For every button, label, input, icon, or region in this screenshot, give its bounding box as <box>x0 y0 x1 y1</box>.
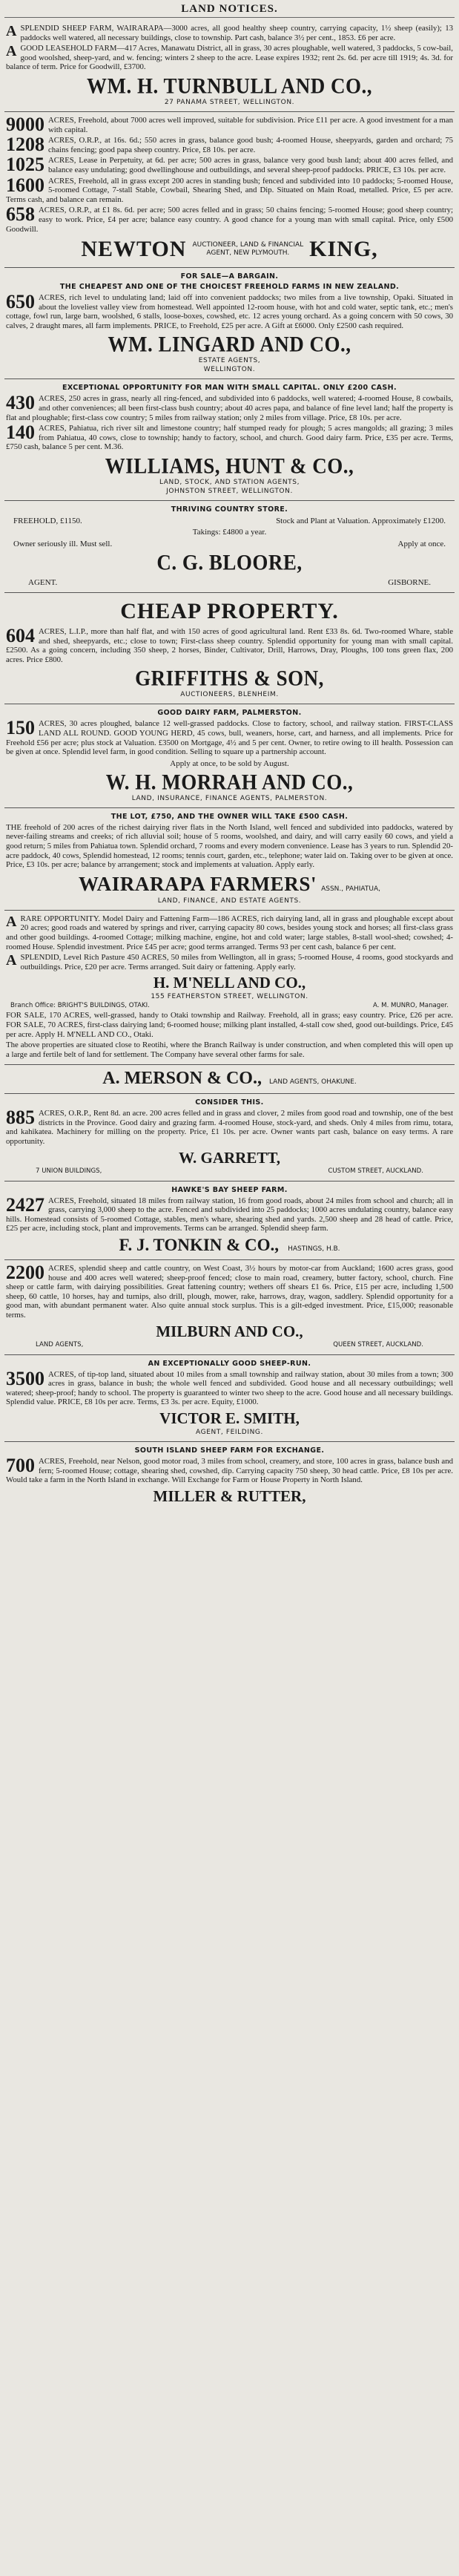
agent-sub: LAND AGENTS, OHAKUNE. <box>268 1078 357 1087</box>
paragraph-lead: 2427 <box>6 1193 44 1216</box>
paragraph-lead: A <box>6 913 17 930</box>
paragraph-lead: 2200 <box>6 1262 44 1284</box>
paragraph-text: ACRES, Pahiatua, rich river silt and limestone country; half stumped ready for plough; 5 acres mangolds; all grazing; 3 miles from Pahiatua, 40 cows, close to township; handy to factory, school, and church. Good dairy farm. Price, £35 per acre. Terms, £750 cash, balance 5 per cent. M.36. <box>6 424 453 452</box>
ad-turnbull <box>4 20 455 112</box>
paragraph-lead: 3500 <box>6 1367 44 1389</box>
agent-sub: AGENT, FEILDING. <box>196 1428 263 1436</box>
agent-name-suffix: ASSN., PAHIATUA, <box>321 885 380 893</box>
agent-address: WELLINGTON. <box>203 366 256 374</box>
ad-heading: THE LOT, £750, AND THE OWNER WILL TAKE £500 CASH. <box>110 812 349 821</box>
ad-paragraph <box>6 953 453 971</box>
ad-mcnell <box>4 911 455 1066</box>
seller-note: Owner seriously ill. Must sell. <box>13 540 113 549</box>
paragraph-text: ACRES, Freehold, all in grass except 200 acres in standing bush; fenced and subdivided into 10 paddocks; 5-roomed House, 5-roomed Cottage, 7-stall Stable, Cowbail, Shearing Shed, and Dip. Situated on Main Road, metalled. Price, £5 per acre. Terms cash, and balance can remain. <box>6 176 453 204</box>
agent-name-row <box>6 873 453 896</box>
agent-name: VICTOR E. SMITH, <box>159 1409 300 1427</box>
ad-heading: GOOD DAIRY FARM, PALMERSTON. <box>157 709 302 718</box>
agent-name-row <box>6 1236 453 1255</box>
ad-paragraph <box>6 44 453 72</box>
paragraph-lead: 604 <box>6 625 35 647</box>
agent-name: H. M'NELL AND CO., <box>153 974 306 992</box>
agent-sub: LAND, STOCK, AND STATION AGENTS, <box>159 479 300 487</box>
ad-paragraph <box>6 914 453 951</box>
ad-paragraph <box>6 719 453 756</box>
agent-name: W. H. MORRAH AND CO., <box>105 770 354 794</box>
agent-address: 27 PANAMA STREET, WELLINGTON. <box>164 98 295 106</box>
ad-paragraph <box>6 293 453 330</box>
ad-morrah <box>4 704 455 807</box>
paragraph-text: ACRES, 250 acres in grass, nearly all ring-fenced, and subdivided into 6 paddocks, well watered; 4-roomed House, 8 cowbails, and other conveniences; all been first-class bush country; about 40 acres papa, and balance of fine level land; half the property is flat and ploughable; first-class cow country; 5 miles from railway station; only 2 miles from village. Price, £8 10s. per acre. <box>6 394 453 422</box>
ad-garrett <box>4 1094 455 1181</box>
ad-wairarapa-farmers <box>4 808 455 911</box>
ad-paragraph <box>6 627 453 664</box>
paragraph-lead: 140 <box>6 422 35 444</box>
ad-paragraph <box>6 1454 453 1485</box>
agent-name: MILLER & RUTTER, <box>153 1487 306 1505</box>
ad-williams-hunt <box>4 379 455 501</box>
paragraph-text: RARE OPPORTUNITY. Model Dairy and Fattening Farm—186 ACRES, rich dairying land, all in grass and ploughable except about 20 acres; good roads and watered by springs and river, carrying capacity 80 cows, besides young stock and horses; all first-class grass and other good buildings. 4-roomed Cottage; milking machine, engine, hot and cold water; large stables, 8-stall wool-shed; cowshed; 4-roomed House. Splendid investment. Price £45 per acre; good terms arranged. Terms 93 per cent cash, balance 6 per cent. <box>6 914 453 951</box>
ad-heading: SOUTH ISLAND SHEEP FARM FOR EXCHANGE. <box>134 1446 325 1455</box>
paragraph-text: THE freehold of 200 acres of the richest dairying river flats in the North Island, well fenced and subdivided into paddocks, watered by never-failing streams and creeks; of rich alluvial soil; house of 5 rooms, woolshed, and dairy, and will carry easily 60 cows, and yield a good return; 5 miles from Pahiatua town. Splendid orchard, 7 rooms and every modern convenience. Lease has 3 years to run. Splendid 20-acre paddock, 40 cows, Splendid homestead, 12 rooms; tennis court, garden, etc., telephone; water laid on. Taking over to be given at once. Price, £3 10s. per acre; balance by arrangement; stock and implements at valuation. Apply early. <box>6 822 453 870</box>
agent-description-line: AUCTIONEER, LAND & FINANCIAL <box>192 241 304 249</box>
agent-sub: LAND, INSURANCE, FINANCE AGENTS, PALMERSTON. <box>131 794 328 802</box>
agent-description <box>192 241 303 258</box>
seller-row <box>13 540 446 548</box>
seller-apply: Apply at once. <box>397 540 446 549</box>
agent-name: W. GARRETT, <box>178 1148 281 1167</box>
agent-address-left: LAND AGENTS, <box>36 1340 84 1348</box>
agent-place-row <box>28 578 431 587</box>
agent-address-right: QUEEN STREET, AUCKLAND. <box>333 1340 423 1348</box>
paragraph-text: ACRES, O.R.P., at £1 8s. 6d. per acre; 500 acres felled and in grass; 50 chains fencing; 5-roomed House; good sheep country; easy to work. Price, £4 per acre; balance easy country. A good chance for a young man with small capital. Price, only £500 Goodwill. <box>6 206 453 234</box>
paragraph-text: SPLENDID SHEEP FARM, WAIRARAPA—3000 acres, all good healthy sheep country, carrying capacity, 1½ sheep (easily); 13 paddocks well watered, all necessary buildings, close to township. Part cash, balance 3½ per cent., 1853. £6 per acre. <box>20 24 453 42</box>
ad-title: CHEAP PROPERTY. <box>120 599 339 624</box>
ad-paragraph <box>6 1011 453 1039</box>
ad-paragraph <box>6 113 453 135</box>
ad-tonkin <box>4 1182 455 1260</box>
paragraph-text: ACRES, 30 acres ploughed, balance 12 well-grassed paddocks. Close to factory, school, and railway station. FIRST-CLASS LAND ALL ROUND. GOOD YOUNG HERD, 45 cows, bull, weaners, horse, cart, and harness, and all implements. Price for Freehold £56 per acre; plus stock at Valuation. £3500 on Mortgage, 4½ and 5 per cent. Owner, to retire owing to ill health. Possession can be given at once. Splendid level farm, in good condition. Selling to square up a partnership account. <box>6 719 453 757</box>
agent-name: WM. LINGARD AND CO., <box>108 332 351 357</box>
paragraph-text: ACRES, of tip-top land, situated about 10 miles from a small township and railway station, about 30 miles from a town; 300 acres in grass, balance in bush; the whole well fenced and subdivided. Good house and all necessary outbuildings; well watered; sheep-proof; handy to school. The property is guaranteed to winter two sheep to the acre. Good house and all necessary buildings. Splendid value. PRICE, £8 10s per acre. Terms, £3 3s. per acre. Equity, £1000. <box>6 1369 453 1407</box>
ad-heading: CONSIDER THIS. <box>195 1098 264 1107</box>
ad-heading: THRIVING COUNTRY STORE. <box>171 505 288 514</box>
agent-name: F. J. TONKIN & CO., <box>119 1236 280 1255</box>
paragraph-text: SPLENDID, Level Rich Pasture 450 ACRES, 50 miles from Wellington, all in grass; 5-roomed House, 4 rooms, good stockyards and outbuildings. Price, £20 per acre. Terms arranged. Suit dairy or fattening. Apply early. <box>20 953 453 971</box>
agent-address-left: 7 UNION BUILDINGS, <box>36 1167 102 1175</box>
paragraph-lead: 1208 <box>6 134 44 156</box>
paragraph-lead: 885 <box>6 1107 35 1129</box>
ad-bloore <box>4 501 455 593</box>
branch-office: Branch Office: BRIGHT'S BUILDINGS, OTAKI. <box>10 1002 150 1010</box>
ad-paragraph <box>6 394 453 422</box>
agent-name: A. MERSON & CO., <box>102 1069 262 1089</box>
agent-name: WAIRARAPA FARMERS' <box>79 872 317 895</box>
paragraph-text: ACRES, L.I.P., more than half flat, and with 150 acres of good agricultural land. Rent £33 8s. 6d. Two-roomed Whare, stable and shed, sheepyards, etc.; close to town; First-class sheep country. Splendid opportunity for young man with small capital. £2500. As a going concern, including 350 sheep, 2 horses, Binder, Cultivator, Drill, Harrows, Dray, Ploughs, 100 tons green flax, 200 acres. Price £800. <box>6 627 453 664</box>
paragraph-lead: A <box>6 43 17 60</box>
paragraph-text: The above properties are situated close to Reotihi, where the Branch Railway is under construction, and when completed this will open up a large and fertile belt of land for settlement. The Company have several other farms for sale. <box>6 1040 453 1059</box>
ad-heading: HAWKE'S BAY SHEEP FARM. <box>171 1185 288 1194</box>
ad-smith <box>4 1355 455 1442</box>
paragraph-text: ACRES, rich level to undulating land; laid off into convenient paddocks; two miles from a live township, Opaki. Situated in about the loveliest valley view from homestead. Well appointed 12-room house, with hot and cold water, septic tank, etc.; men's cottage, fowl run, large barn, woolshed, 6 stalls, loose-boxes, cowshed, etc. 12 acres young orchard. As a going concern with 50 cows, 30 calves, 2 draught mares, all farm implements. PRICE, to Freehold, £25 per acre. A Gift at £6000. Only £2500 cash required. <box>6 293 453 330</box>
freehold-text: Stock and Plant at Valuation. Approximately £1200. <box>276 517 446 526</box>
agent-sub: LAND, FINANCE, AND ESTATE AGENTS. <box>157 897 302 905</box>
paragraph-lead: 650 <box>6 291 35 313</box>
ad-paragraph <box>6 823 453 870</box>
ad-rutter <box>4 1442 455 1509</box>
ad-paragraph <box>6 203 453 234</box>
ad-paragraph <box>6 136 453 154</box>
agent-role: AGENT. <box>28 578 58 588</box>
paragraph-lead: 658 <box>6 203 35 226</box>
ad-paragraph <box>6 156 453 174</box>
freehold-row <box>13 517 446 525</box>
paragraph-lead: 430 <box>6 392 35 414</box>
agent-address-right: CUSTOM STREET, AUCKLAND. <box>328 1167 423 1175</box>
agent-name-row <box>6 237 453 262</box>
paragraph-text: ACRES, Freehold, situated 18 miles from railway station, 16 from good roads, about 24 miles from school and church; all in grass, carrying 3,000 sheep to the acre. Fenced and subdivided into 25 paddocks; 1000 acres undulating country, balance easy hills. Homestead consists of 5-roomed Cottage, stables, men's whare, shearing shed and yards. 2,500 sheep and 28 head of cattle. Price, £25 per acre, including stock, plant and improvements. Terms can be arranged. Splendid sheep farm. <box>6 1196 453 1233</box>
ad-paragraph <box>6 174 453 205</box>
paragraph-text: GOOD LEASEHOLD FARM—417 Acres, Manawatu District, all in grass, 30 acres ploughable, well watered, 3 paddocks, 5 cow-bail, good woolshed, sheep-yard, and w. fencing; winters 2 sheep to the acre. Lease expires 1932; rent 2s. 6d. per acre till 1919; 4s. 3d. for balance of term. Price for Goodwill, £3700. <box>6 44 453 72</box>
agent-name: WILLIAMS, HUNT & CO., <box>105 453 354 479</box>
paragraph-lead: 1025 <box>6 154 44 176</box>
agent-name: C. G. BLOORE, <box>156 550 303 575</box>
agent-name-right: KING, <box>309 237 378 262</box>
takings-line: Takings: £4800 a year. <box>192 528 267 537</box>
agent-sub: ESTATE AGENTS, <box>198 357 261 365</box>
ad-heading: EXCEPTIONAL OPPORTUNITY FOR MAN WITH SMALL CAPITAL. ONLY £200 CASH. <box>62 384 397 393</box>
ad-paragraph <box>6 424 453 452</box>
ad-paragraph <box>6 24 453 42</box>
agent-place: HASTINGS, H.B. <box>288 1245 340 1253</box>
branch-manager: A. M. MUNRO, Manager. <box>372 1002 449 1010</box>
ad-heading: THE CHEAPEST AND ONE OF THE CHOICEST FREEHOLD FARMS IN NEW ZEALAND. <box>59 283 400 292</box>
paragraph-lead: A <box>6 952 17 969</box>
ad-lingard <box>4 268 455 379</box>
agent-name: GRIFFITHS & SON, <box>135 666 324 691</box>
apply-line: Apply at once, to be sold by August. <box>170 758 289 768</box>
ad-milburn <box>4 1260 455 1355</box>
paragraph-lead: 700 <box>6 1454 35 1476</box>
agent-name: MILBURN AND CO., <box>156 1322 303 1340</box>
agent-sub: AUCTIONEERS, BLENHEIM. <box>180 691 279 699</box>
ad-merson <box>4 1065 455 1094</box>
ad-paragraph <box>6 1109 453 1146</box>
agent-address: JOHNSTON STREET, WELLINGTON. <box>166 488 293 496</box>
paragraph-text: ACRES, O.R.P., at 16s. 6d.; 550 acres in grass, balance good bush; 4-roomed House, sheepyards, garden and orchard; 75 chains fencing; good papa sheep country. Price, £8 10s. per acre. <box>48 136 453 154</box>
ad-paragraph <box>6 1040 453 1059</box>
paragraph-lead: 1600 <box>6 174 44 196</box>
agent-address-row <box>36 1341 423 1348</box>
paragraph-text: ACRES, splendid sheep and cattle country, on West Coast, 3½ hours by motor-car from Auckland; 1600 acres grass, good house and 400 acres well watered; sheep-proof fenced; close to main road, creamery, butter factory, school, church. Fine sheep or cattle farm, with dairying possibilities. Great fattening country; wethers off shears £1 6s. Price, £15 per acre, including 1,500 sheep, 60 cattle, 10 horses, hay and turnips, also drill, plough, mower, rake, harrows, dray, wagon, saddlery. Splendid opportunity for a good man, with abundant permanent water. Also quite annual stock surplus. This is a gilt-edged investment. Price, £15,000; reasonable terms. <box>6 1264 453 1320</box>
ad-paragraph <box>6 1264 453 1320</box>
ad-newton-king <box>4 112 455 268</box>
agent-name-row <box>6 1069 453 1089</box>
paragraph-text: ACRES, Lease in Perpetuity, at 6d. per acre; 500 acres in grass, balance very good bush land; about 400 acres felled, and balance easy undulating; good dwellinghouse and outbuildings, and several sheep-proof paddocks. PRICE, £3 10s. per acre. <box>48 156 453 174</box>
agent-address-row <box>36 1167 423 1175</box>
freehold-label: FREEHOLD, £1150. <box>13 517 82 526</box>
agent-address: 155 FEATHERSTON STREET, WELLINGTON. <box>151 993 308 1001</box>
paragraph-lead: 9000 <box>6 113 44 135</box>
paragraph-lead: 150 <box>6 717 35 739</box>
paragraph-text: ACRES, Freehold, near Nelson, good motor road, 3 miles from school, creamery, and store, 100 acres in grass, balance bush and fern; 5-roomed House; cottage, shearing shed, cowshed, dip. Carrying capacity 750 sheep, 30 head cattle. Price, £8 10s per acre. Would take a farm in the North Island in exchange. Will Exchange for Farm or House Property in North Island. <box>6 1456 453 1485</box>
ad-paragraph <box>6 1193 453 1233</box>
ad-griffiths <box>4 593 455 704</box>
section-title: LAND NOTICES. <box>4 3 455 18</box>
agent-name: WM. H. TURNBULL AND CO., <box>86 73 373 99</box>
ad-heading: FOR SALE—A BARGAIN. <box>180 272 279 281</box>
ad-paragraph <box>6 1367 453 1407</box>
agent-name-left: NEWTON <box>81 237 187 262</box>
branch-office-row <box>10 1002 449 1009</box>
paragraph-text: ACRES, O.R.P., Rent 8d. an acre. 200 acres felled and in grass and clover, 2 miles from good road and township, one of the best districts in the Province. Good dairy and grazing farm. 4-roomed House, stock-yard, and sheds. Only 4 miles from rimu, totara, and kahikatea. Machinery for milling on the property. Price, £1 10s. per acre. Owner wants part cash, balance on easy terms. A rare opportunity. <box>6 1109 453 1147</box>
paragraph-text: ACRES, Freehold, about 7000 acres well improved, suitable for subdivision. Price £11 per acre. A good investment for a man with capital. <box>48 115 453 134</box>
ad-heading: AN EXCEPTIONALLY GOOD SHEEP-RUN. <box>148 1359 311 1368</box>
paragraph-lead: A <box>6 23 17 39</box>
paragraph-text: FOR SALE, 170 ACRES, well-grassed, handy to Otaki township and Railway. Freehold, all in grass; easy country. Price, £26 per acre. FOR SALE, 70 ACRES, first-class dairying land; 6-roomed house; milking plant installed, 4-stall cow shed, good out-buildings. Price, £45 per acre. Apply H. M'NELL AND CO., Otaki. <box>6 1011 453 1039</box>
agent-description-line: AGENT, NEW PLYMOUTH. <box>206 249 290 258</box>
agent-place: GISBORNE. <box>388 578 431 588</box>
